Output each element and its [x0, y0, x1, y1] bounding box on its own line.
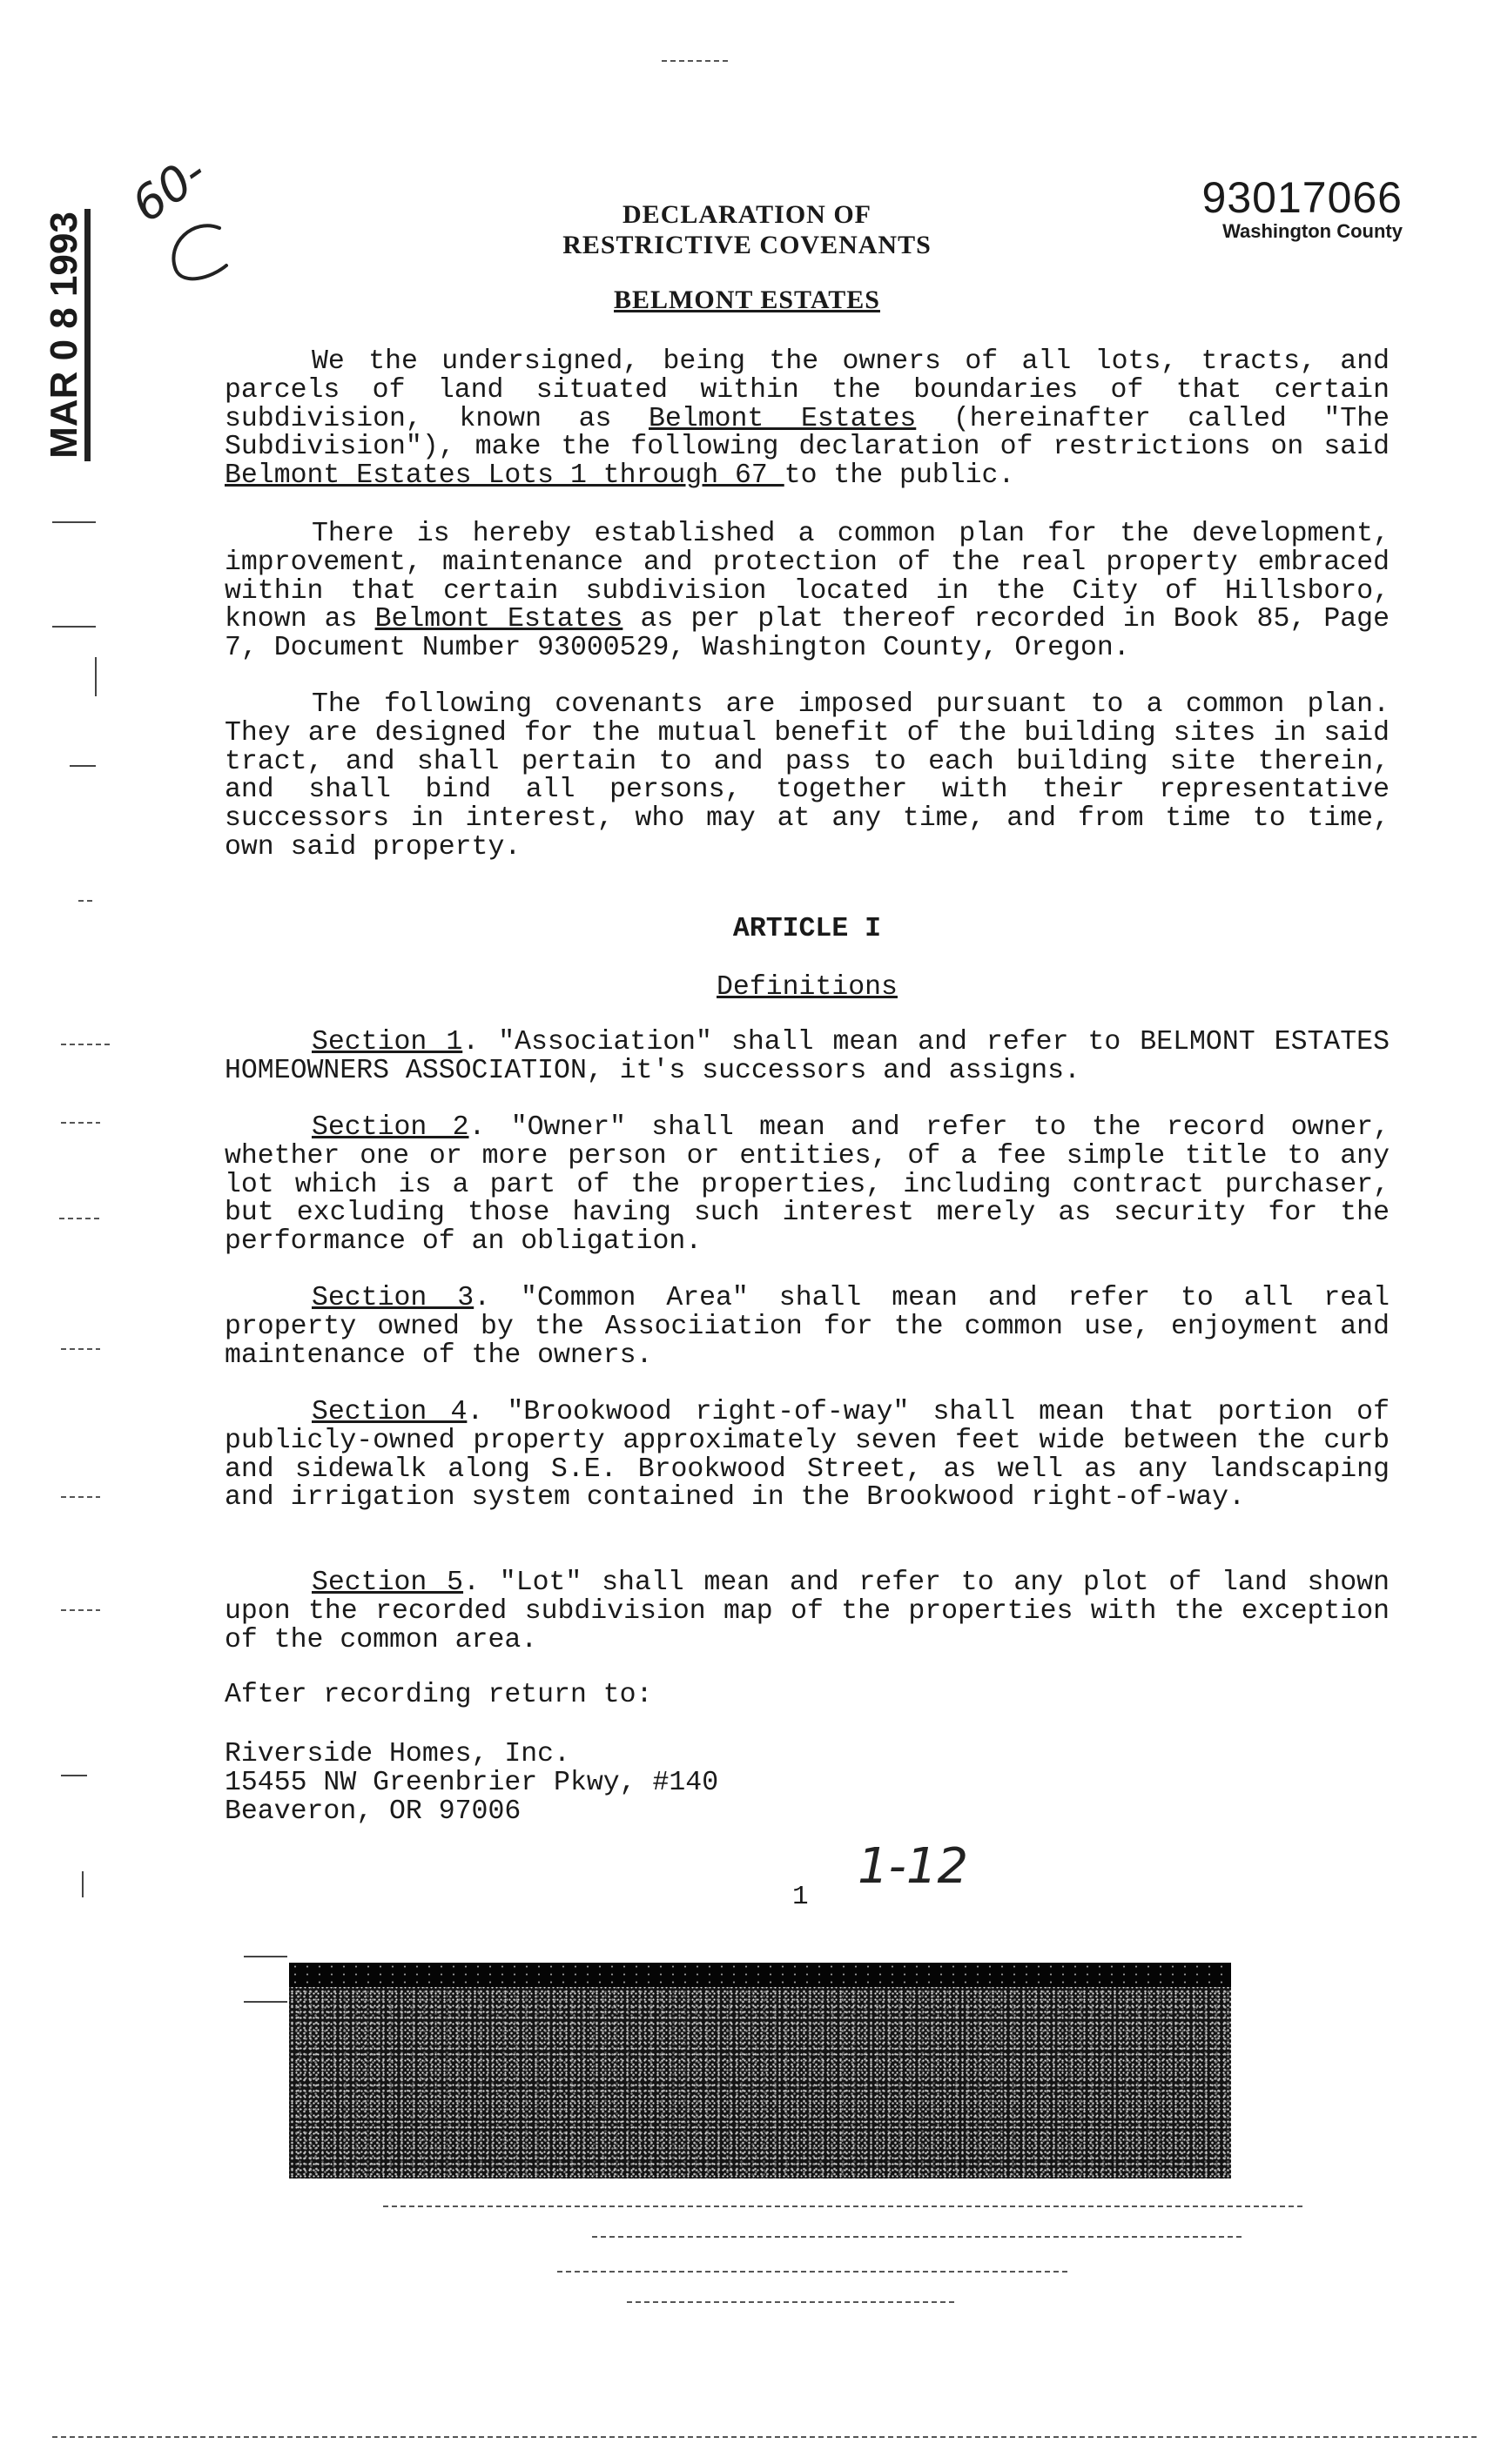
intro-p1-text-c: to the public. [784, 460, 1015, 492]
document-number: 93017066 [1201, 173, 1403, 222]
return-address-line1: Riverside Homes, Inc. [225, 1739, 570, 1769]
section-5-text: . "Lot" shall mean and refer to any plot of land shown upon the recorded subdivision map of the properties with the exception of the common area. [225, 1568, 1390, 1655]
subdivision-title: BELMONT ESTATES [614, 285, 880, 314]
return-address-line2: 15455 NW Greenbrier Pkwy, #140 [225, 1768, 719, 1798]
county-label: Washington County [1222, 220, 1403, 242]
article-subheading: Definitions [717, 972, 898, 1003]
intro-p2-text-b: as per plat thereof recorded in Book 85, Page 7, Document Number 93000529, Washington County, Oregon. [225, 604, 1390, 664]
section-4-text: . "Brookwood right-of-way" shall mean that portion of publicly-owned property approximately seven feet wide between the curb and sidewalk along S.E. Brookwood Street, as well as any landscaping and irrigation system contained in the Brookwood right-of-way. [225, 1397, 1390, 1514]
intro-p1-text-b: (hereinafter called "The Subdivision"), make the following declaration of restrictions on said [225, 403, 1390, 463]
page-number: 1 [792, 1882, 809, 1912]
stamp-date: MAR 0 8 1993 [43, 211, 85, 459]
article-heading: ARTICLE I [732, 914, 882, 944]
section-5-label: Section 5 [312, 1568, 464, 1598]
return-address-line3: Beaveron, OR 97006 [225, 1796, 522, 1827]
section-1-label: Section 1 [312, 1027, 463, 1057]
declaration-title-line2: RESTRICTIVE COVENANTS [562, 231, 932, 259]
section-3-label: Section 3 [312, 1283, 474, 1313]
intro-p2-belmont: Belmont Estates [374, 604, 623, 635]
declaration-title-line1: DECLARATION OF [622, 200, 872, 229]
section-2-text: . "Owner" shall mean and refer to the record owner, whether one or more person or entities, of a fee simple title to any lot which is a part of the properties, including contract purchaser, but excluding those having such interest merely as security for the performance of an obligation. [225, 1112, 1390, 1258]
section-2-label: Section 2 [312, 1112, 469, 1143]
section-4-label: Section 4 [312, 1397, 468, 1427]
handwritten-page-mark: 1-12 [858, 1838, 969, 1895]
intro-p1-lots: Belmont Estates Lots 1 through 67 [225, 460, 784, 492]
section-3-text: . "Common Area" shall mean and refer to all real property owned by the Associiation for the common use, enjoyment and maintenance of the owners. [225, 1283, 1390, 1371]
return-to-label: After recording return to: [225, 1680, 653, 1710]
intro-p1-text-a: We the undersigned, being the owners of all lots, tracts, and parcels of land situated within the boundaries of that certain subdivision, known as [225, 346, 1390, 434]
section-1-text: . "Association" shall mean and refer to BELMONT ESTATES HOMEOWNERS ASSOCIATION, it's successors and assigns. [225, 1027, 1390, 1086]
intro-p1-belmont: Belmont Estates [649, 403, 917, 434]
handwritten-note-top: 60- [121, 144, 217, 233]
intro-p3-text: The following covenants are imposed pursuant to a common plan. They are designed for the mutual benefit of the building sites in said tract, and shall pertain to and pass to each building site therein, and shall bind all persons, together with their representative successors in interest, who may at any time, and from time to time, own said property. [225, 689, 1390, 863]
intro-p2-text-a: There is hereby established a common plan for the development, improvement, maintenance and protection of the real property embraced within that certain subdivision located in the City of Hillsboro, known as [225, 519, 1390, 635]
